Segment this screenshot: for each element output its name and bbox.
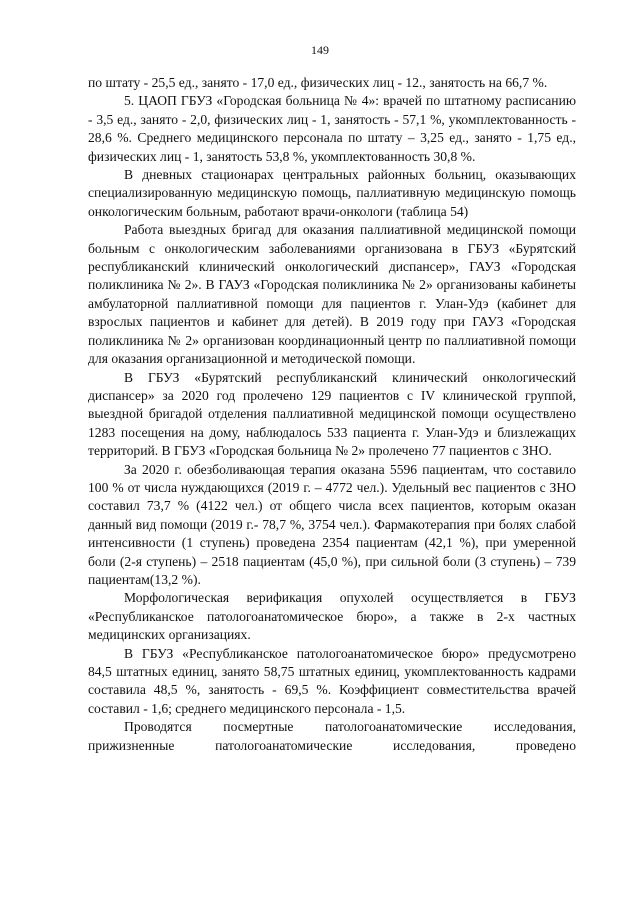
paragraph-pathology-bureau: В ГБУЗ «Республиканское патологоанатомическое бюро» предусмотрено 84,5 штатных единиц, занято 58,75 штатных единиц, укомплектованность кадрами составила 48,5 %, занятость - 69,5 %. Коэффициент совместительства врачей составил - 1,6; среднего медицинского персонала - 1,5.: [88, 645, 576, 716]
paragraph-staffing-continuation: по штату - 25,5 ед., занято - 17,0 ед., физических лиц - 12., занятость на 66,7 %.: [88, 75, 548, 90]
paragraph-mobile-teams: Работа выездных бригад для оказания паллиативной медицинской помощи больным с онкологическим заболеваниями организована в ГБУЗ «Бурятский республиканский клинический онкологический диспансер», ГАУЗ «Городская поликлиника № 2». В ГАУЗ «Городская поликлиника № 2» организованы кабинеты амбулаторной паллиативной помощи для пациентов г. Улан-Удэ (кабинет для взрослых пациентов и кабинет для детей). В 2019 году при ГАУЗ «Городская поликлиника № 2» организован координационный центр по паллиативной помощи для оказания организационной и методической помощи.: [88, 222, 576, 367]
paragraph-pain-therapy: За 2020 г. обезболивающая терапия оказана 5596 пациентам, что составило 100 % от числа нуждающихся (2019 г. – 4772 чел.). Удельный вес пациентов с ЗНО составил 73,7 % (4122 чел.) от общего числа всех пациентов, которым оказан данный вид помощи (2019 г.- 78,7 %, 3754 чел.). Фармакотерапия при болях слабой интенсивности (1 ступень) проведена 2354 пациентам (42,1 %), при умеренной боли (2-я ступень) – 2518 пациентам (45,0 %), при сильной боли (3 ступень) – 739 пациентам(13,2 %).: [88, 461, 576, 587]
document-body: [88, 74, 576, 755]
paragraph-caop-hospital-4: 5. ЦАОП ГБУЗ «Городская больница № 4»: врачей по штатному расписанию - 3,5 ед., занято - 2,0, физических лиц - 1, занятость - 57,1 %, укомплектованность - 28,6 %. Среднего медицинского персонала по штату – 3,25 ед., занято - 1,75 ед., физических лиц - 1, занятость 53,8 %, укомплектованность 30,8 %.: [88, 93, 576, 164]
paragraph-postmortem-studies: Проводятся посмертные патологоанатомические исследования, прижизненные патологоанатомические исследования, проведено: [88, 719, 576, 753]
paragraph-morphological-verification: Морфологическая верификация опухолей осуществляется в ГБУЗ «Республиканское патологоанатомическое бюро», а также в 2-х частных медицинских организациях.: [88, 590, 576, 643]
page-number: 149: [311, 43, 329, 57]
paragraph-day-hospitals: В дневных стационарах центральных районных больниц, оказывающих специализированную медицинскую помощь, паллиативную медицинскую помощь онкологическим больным, работают врачи-онкологи (таблица 54): [88, 167, 576, 219]
paragraph-oncology-dispensary: В ГБУЗ «Бурятский республиканский клинический онкологический диспансер» за 2020 год пролечено 129 пациентов с IV клинической группой, выездной бригадой отделения паллиативной медицинской помощи осуществлено 1283 посещения на дому, наблюдалось 533 пациента г. Улан-Удэ и близлежащих территорий. В ГБУЗ «Городская больница № 2» пролечено 77 пациентов с ЗНО.: [88, 369, 576, 459]
